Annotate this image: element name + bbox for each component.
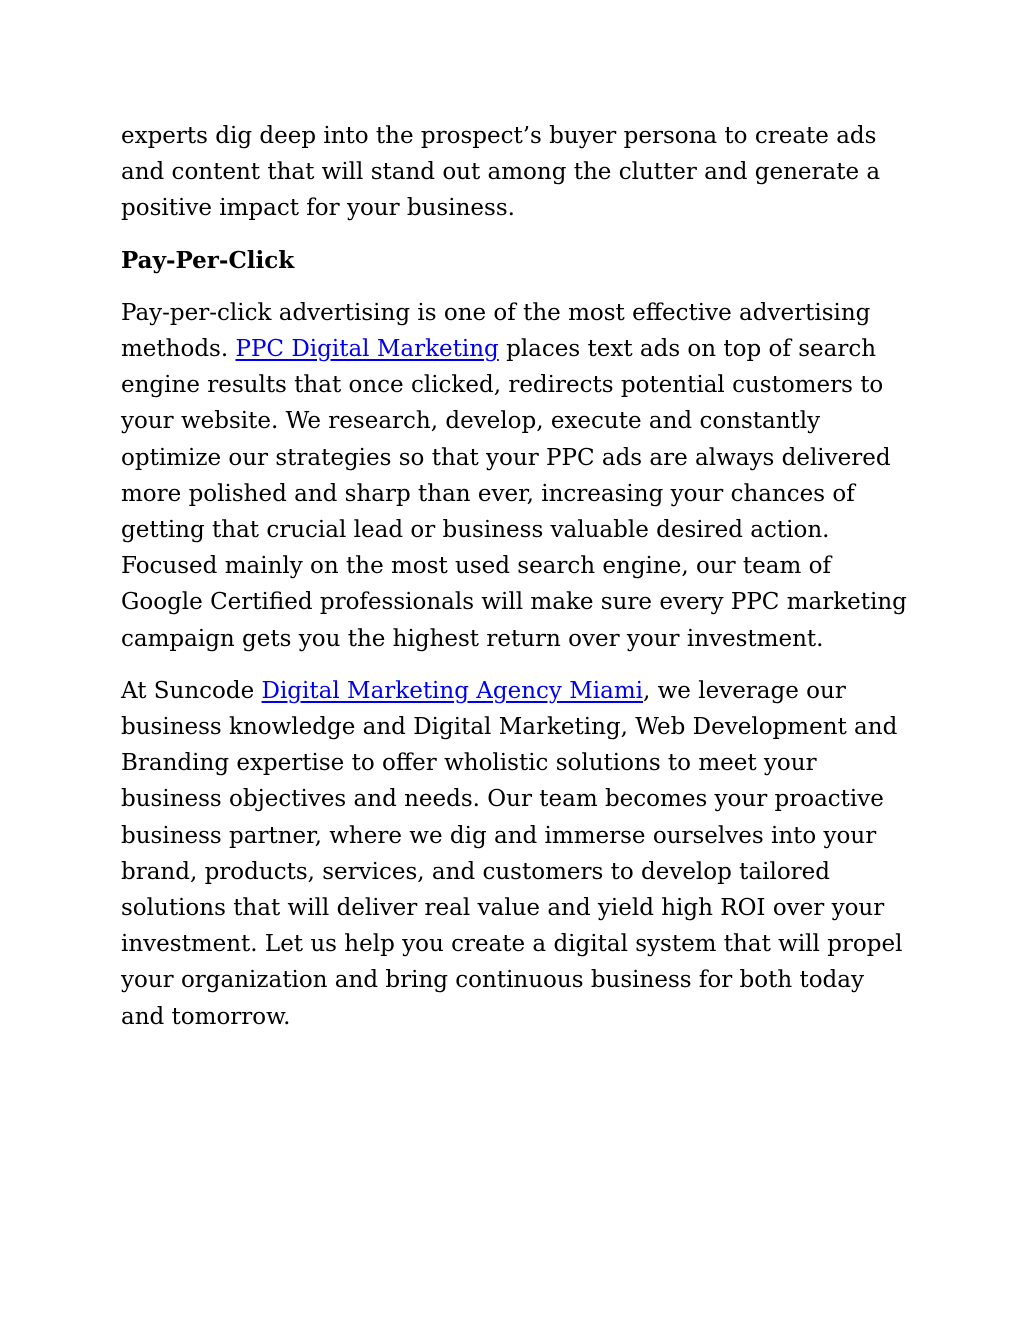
agency-paragraph (121, 673, 911, 1035)
ppc-paragraph (121, 295, 911, 657)
section-heading-pay-per-click: Pay-Per-Click (121, 246, 295, 274)
ppc-digital-marketing-link[interactable]: PPC Digital Marketing (235, 336, 499, 363)
ppc-paragraph-text-after: places text ads on top of search engine results that once clicked, redirects potential customers to your website. We research, develop, execute and constantly optimize our strategies so that your PPC ads are always delivered more polished and sharp than ever, increasing your chances of getting that crucial lead or business valuable desired action. Focused mainly on the most used search engine, our team of Google Certified professionals will make sure every PPC marketing campaign gets you the highest return over your investment. (121, 336, 907, 652)
agency-paragraph-text-before: At Suncode (121, 677, 262, 704)
digital-marketing-agency-miami-link[interactable]: Digital Marketing Agency Miami (261, 677, 643, 704)
agency-paragraph-text-after: , we leverage our business knowledge and Digital Marketing, Web Development and Branding expertise to offer wholistic solutions to meet your business objectives and needs. Our team becomes your proactive business partner, where we dig and immerse ourselves into your brand, products, services, and customers to develop tailored solutions that will deliver real value and yield high ROI over your investment. Let us help you create a digital system that will propel your organization and bring continuous business for both today and tomorrow. (121, 677, 903, 1030)
ppc-paragraph-text-before: Pay-per-click advertising is one of the most effective advertising methods. (121, 299, 871, 363)
intro-paragraph: experts dig deep into the prospect’s buyer persona to create ads and content that will stand out among the clutter and generate a positive impact for your business. (121, 123, 881, 222)
document-page (121, 118, 911, 1051)
